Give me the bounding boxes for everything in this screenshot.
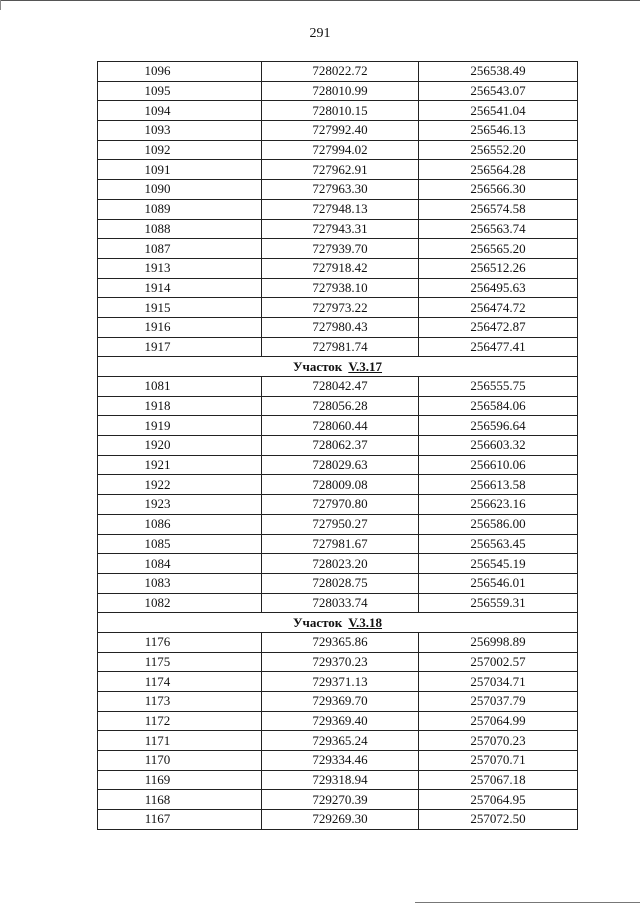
x-coordinate-cell: 727948.13 <box>262 199 419 219</box>
x-coordinate-cell: 727943.31 <box>262 219 419 239</box>
point-number-cell: 1084 <box>98 554 262 574</box>
x-coordinate-cell: 727973.22 <box>262 298 419 318</box>
point-number-cell: 1916 <box>98 317 262 337</box>
corner-mark <box>0 0 13 10</box>
y-coordinate-cell: 256545.19 <box>419 554 578 574</box>
y-coordinate-cell: 256998.89 <box>419 632 578 652</box>
point-number-cell: 1914 <box>98 278 262 298</box>
y-coordinate-cell: 256538.49 <box>419 62 578 82</box>
table-row <box>98 436 578 456</box>
x-coordinate-cell: 728022.72 <box>262 62 419 82</box>
table-row <box>98 770 578 790</box>
table-row <box>98 239 578 259</box>
table-row <box>98 258 578 278</box>
point-number-cell: 1081 <box>98 377 262 397</box>
table-row <box>98 514 578 534</box>
x-coordinate-cell: 728056.28 <box>262 396 419 416</box>
x-coordinate-cell: 727981.67 <box>262 534 419 554</box>
y-coordinate-cell: 256610.06 <box>419 455 578 475</box>
x-coordinate-cell: 729369.40 <box>262 711 419 731</box>
y-coordinate-cell: 256543.07 <box>419 81 578 101</box>
table-row <box>98 180 578 200</box>
table-row <box>98 632 578 652</box>
y-coordinate-cell: 256574.58 <box>419 199 578 219</box>
table-row <box>98 731 578 751</box>
section-header-row <box>98 613 578 633</box>
y-coordinate-cell: 256586.00 <box>419 514 578 534</box>
table-row <box>98 337 578 357</box>
point-number-cell: 1917 <box>98 337 262 357</box>
y-coordinate-cell: 257070.23 <box>419 731 578 751</box>
x-coordinate-cell: 729365.86 <box>262 632 419 652</box>
y-coordinate-cell: 256477.41 <box>419 337 578 357</box>
x-coordinate-cell: 727918.42 <box>262 258 419 278</box>
table-row <box>98 81 578 101</box>
section-code: V.3.17 <box>348 358 383 374</box>
x-coordinate-cell: 727992.40 <box>262 121 419 141</box>
coordinates-table <box>97 61 578 830</box>
y-coordinate-cell: 257034.71 <box>419 672 578 692</box>
point-number-cell: 1090 <box>98 180 262 200</box>
table-row <box>98 317 578 337</box>
point-number-cell: 1087 <box>98 239 262 259</box>
table-row <box>98 278 578 298</box>
x-coordinate-cell: 728010.99 <box>262 81 419 101</box>
y-coordinate-cell: 256495.63 <box>419 278 578 298</box>
y-coordinate-cell: 257072.50 <box>419 810 578 830</box>
x-coordinate-cell: 728010.15 <box>262 101 419 121</box>
y-coordinate-cell: 256596.64 <box>419 416 578 436</box>
y-coordinate-cell: 257002.57 <box>419 652 578 672</box>
y-coordinate-cell: 256541.04 <box>419 101 578 121</box>
point-number-cell: 1920 <box>98 436 262 456</box>
point-number-cell: 1082 <box>98 593 262 613</box>
point-number-cell: 1915 <box>98 298 262 318</box>
y-coordinate-cell: 256564.28 <box>419 160 578 180</box>
point-number-cell: 1093 <box>98 121 262 141</box>
point-number-cell: 1168 <box>98 790 262 810</box>
point-number-cell: 1086 <box>98 514 262 534</box>
x-coordinate-cell: 727970.80 <box>262 495 419 515</box>
point-number-cell: 1176 <box>98 632 262 652</box>
y-coordinate-cell: 256603.32 <box>419 436 578 456</box>
x-coordinate-cell: 727938.10 <box>262 278 419 298</box>
point-number-cell: 1089 <box>98 199 262 219</box>
y-coordinate-cell: 256584.06 <box>419 396 578 416</box>
y-coordinate-cell: 256623.16 <box>419 495 578 515</box>
x-coordinate-cell: 728033.74 <box>262 593 419 613</box>
table-row <box>98 475 578 495</box>
table-row <box>98 377 578 397</box>
x-coordinate-cell: 728029.63 <box>262 455 419 475</box>
table-row <box>98 751 578 771</box>
table-row <box>98 140 578 160</box>
point-number-cell: 1096 <box>98 62 262 82</box>
x-coordinate-cell: 727994.02 <box>262 140 419 160</box>
x-coordinate-cell: 727962.91 <box>262 160 419 180</box>
point-number-cell: 1092 <box>98 140 262 160</box>
point-number-cell: 1169 <box>98 770 262 790</box>
bottom-border-line <box>415 902 640 903</box>
section-title <box>98 613 578 633</box>
y-coordinate-cell: 256563.74 <box>419 219 578 239</box>
x-coordinate-cell: 727963.30 <box>262 180 419 200</box>
table-row <box>98 573 578 593</box>
point-number-cell: 1921 <box>98 455 262 475</box>
x-coordinate-cell: 729318.94 <box>262 770 419 790</box>
table-row <box>98 652 578 672</box>
table-row <box>98 219 578 239</box>
x-coordinate-cell: 729369.70 <box>262 692 419 712</box>
top-border-line <box>0 0 640 1</box>
section-label: Участок <box>292 614 343 630</box>
point-number-cell: 1173 <box>98 692 262 712</box>
coordinates-table-body <box>98 62 578 830</box>
y-coordinate-cell: 257067.18 <box>419 770 578 790</box>
table-row <box>98 495 578 515</box>
point-number-cell: 1170 <box>98 751 262 771</box>
x-coordinate-cell: 727980.43 <box>262 317 419 337</box>
table-row <box>98 455 578 475</box>
y-coordinate-cell: 256552.20 <box>419 140 578 160</box>
table-row <box>98 554 578 574</box>
table-row <box>98 593 578 613</box>
y-coordinate-cell: 256613.58 <box>419 475 578 495</box>
y-coordinate-cell: 256565.20 <box>419 239 578 259</box>
x-coordinate-cell: 729365.24 <box>262 731 419 751</box>
point-number-cell: 1171 <box>98 731 262 751</box>
section-label: Участок <box>292 358 343 374</box>
x-coordinate-cell: 727950.27 <box>262 514 419 534</box>
x-coordinate-cell: 729370.23 <box>262 652 419 672</box>
y-coordinate-cell: 256474.72 <box>419 298 578 318</box>
table-row <box>98 62 578 82</box>
point-number-cell: 1919 <box>98 416 262 436</box>
section-title <box>98 357 578 377</box>
table-row <box>98 160 578 180</box>
table-row <box>98 810 578 830</box>
point-number-cell: 1083 <box>98 573 262 593</box>
table-row <box>98 199 578 219</box>
table-row <box>98 534 578 554</box>
section-header-row <box>98 357 578 377</box>
x-coordinate-cell: 729269.30 <box>262 810 419 830</box>
x-coordinate-cell: 728009.08 <box>262 475 419 495</box>
page-number: 291 <box>309 26 331 41</box>
point-number-cell: 1085 <box>98 534 262 554</box>
table-row <box>98 790 578 810</box>
y-coordinate-cell: 256563.45 <box>419 534 578 554</box>
x-coordinate-cell: 727939.70 <box>262 239 419 259</box>
point-number-cell: 1175 <box>98 652 262 672</box>
point-number-cell: 1167 <box>98 810 262 830</box>
x-coordinate-cell: 728062.37 <box>262 436 419 456</box>
table-row <box>98 672 578 692</box>
x-coordinate-cell: 728060.44 <box>262 416 419 436</box>
point-number-cell: 1913 <box>98 258 262 278</box>
point-number-cell: 1918 <box>98 396 262 416</box>
y-coordinate-cell: 256546.13 <box>419 121 578 141</box>
x-coordinate-cell: 729371.13 <box>262 672 419 692</box>
table-row <box>98 711 578 731</box>
point-number-cell: 1923 <box>98 495 262 515</box>
y-coordinate-cell: 256546.01 <box>419 573 578 593</box>
point-number-cell: 1095 <box>98 81 262 101</box>
point-number-cell: 1088 <box>98 219 262 239</box>
table-row <box>98 121 578 141</box>
section-code: V.3.18 <box>348 614 383 630</box>
x-coordinate-cell: 729270.39 <box>262 790 419 810</box>
y-coordinate-cell: 257064.95 <box>419 790 578 810</box>
y-coordinate-cell: 257037.79 <box>419 692 578 712</box>
table-row <box>98 396 578 416</box>
y-coordinate-cell: 256559.31 <box>419 593 578 613</box>
x-coordinate-cell: 728042.47 <box>262 377 419 397</box>
y-coordinate-cell: 256566.30 <box>419 180 578 200</box>
point-number-cell: 1091 <box>98 160 262 180</box>
y-coordinate-cell: 256472.87 <box>419 317 578 337</box>
point-number-cell: 1172 <box>98 711 262 731</box>
x-coordinate-cell: 728028.75 <box>262 573 419 593</box>
y-coordinate-cell: 256512.26 <box>419 258 578 278</box>
table-row <box>98 692 578 712</box>
table-row <box>98 416 578 436</box>
y-coordinate-cell: 256555.75 <box>419 377 578 397</box>
table-row <box>98 298 578 318</box>
y-coordinate-cell: 257064.99 <box>419 711 578 731</box>
x-coordinate-cell: 729334.46 <box>262 751 419 771</box>
x-coordinate-cell: 728023.20 <box>262 554 419 574</box>
point-number-cell: 1922 <box>98 475 262 495</box>
point-number-cell: 1174 <box>98 672 262 692</box>
point-number-cell: 1094 <box>98 101 262 121</box>
y-coordinate-cell: 257070.71 <box>419 751 578 771</box>
table-row <box>98 101 578 121</box>
x-coordinate-cell: 727981.74 <box>262 337 419 357</box>
